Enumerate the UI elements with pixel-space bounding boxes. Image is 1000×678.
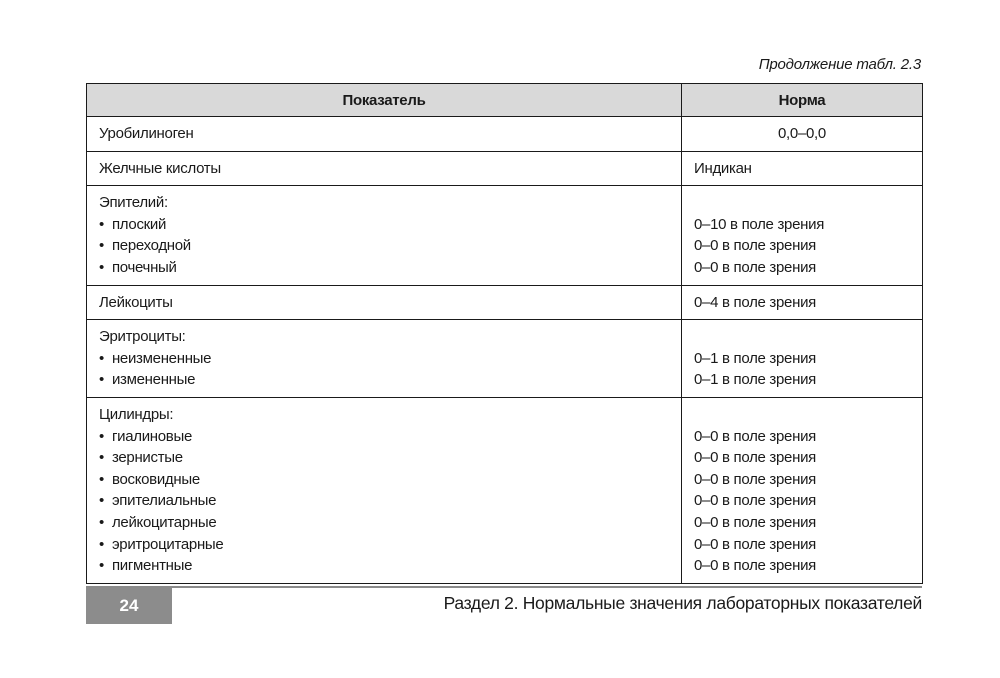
section-title: Раздел 2. Нормальные значения лабораторных показателей <box>443 593 922 613</box>
norm-value: 0–0 в поле зрения <box>694 449 816 467</box>
list-item: • измененные <box>99 369 669 391</box>
list-item: • неизмененные <box>99 348 669 370</box>
norm-value: 0–0 в поле зрения <box>694 237 816 255</box>
norm-cell: Индикан <box>682 151 923 186</box>
list-item: • почечный <box>99 257 669 279</box>
norm-cell: 0,0–0,0 <box>682 117 923 152</box>
indicator-cell: Уробилиноген <box>87 117 682 152</box>
table-row <box>87 151 923 186</box>
table-header-row <box>87 84 923 117</box>
norm-value: 0–1 в поле зрения <box>694 349 816 367</box>
table-row <box>87 117 923 152</box>
list-item: • пигментные <box>99 555 669 577</box>
group-label: Эритроциты: <box>99 328 186 346</box>
norm-value: 0–0 в поле зрения <box>694 427 816 445</box>
norm-value: 0–1 в поле зрения <box>694 371 816 389</box>
indicator-cell <box>87 397 682 583</box>
list-item: • переходной <box>99 235 669 257</box>
indicator-cell: Желчные кислоты <box>87 151 682 186</box>
list-item: • гиалиновые <box>99 426 669 448</box>
norm-value: 0–0 в поле зрения <box>694 470 816 488</box>
indicator-cell: Лейкоциты <box>87 285 682 320</box>
norm-value: 0–0 в поле зрения <box>694 557 816 575</box>
table-row <box>87 397 923 583</box>
norm-cell <box>682 320 923 398</box>
list-item: • зернистые <box>99 447 669 469</box>
group-label: Эпителий: <box>99 194 168 212</box>
norm-cell <box>682 397 923 583</box>
table-caption: Продолжение табл. 2.3 <box>758 56 921 73</box>
norms-table <box>86 83 923 584</box>
norm-cell: 0–4 в поле зрения <box>682 285 923 320</box>
norm-value: 0–10 в поле зрения <box>694 215 825 233</box>
list-item: • плоский <box>99 214 669 236</box>
norm-value: 0–0 в поле зрения <box>694 513 816 531</box>
table-row <box>87 320 923 398</box>
group-label: Цилиндры: <box>99 405 174 423</box>
norm-value: 0–0 в поле зрения <box>694 535 816 553</box>
list-item: • лейкоцитарные <box>99 512 669 534</box>
header-indicator: Показатель <box>87 84 682 117</box>
header-norm: Норма <box>682 84 923 117</box>
table-row <box>87 186 923 285</box>
indicator-cell <box>87 186 682 285</box>
norm-value: 0–0 в поле зрения <box>694 258 816 276</box>
indicator-cell <box>87 320 682 398</box>
list-item: • эритроцитарные <box>99 534 669 556</box>
norm-value: 0–0 в поле зрения <box>694 492 816 510</box>
norm-cell <box>682 186 923 285</box>
list-item: • эпителиальные <box>99 490 669 512</box>
table-row <box>87 285 923 320</box>
footer-divider <box>86 586 922 588</box>
page-number: 24 <box>86 588 172 624</box>
list-item: • восковидные <box>99 469 669 491</box>
